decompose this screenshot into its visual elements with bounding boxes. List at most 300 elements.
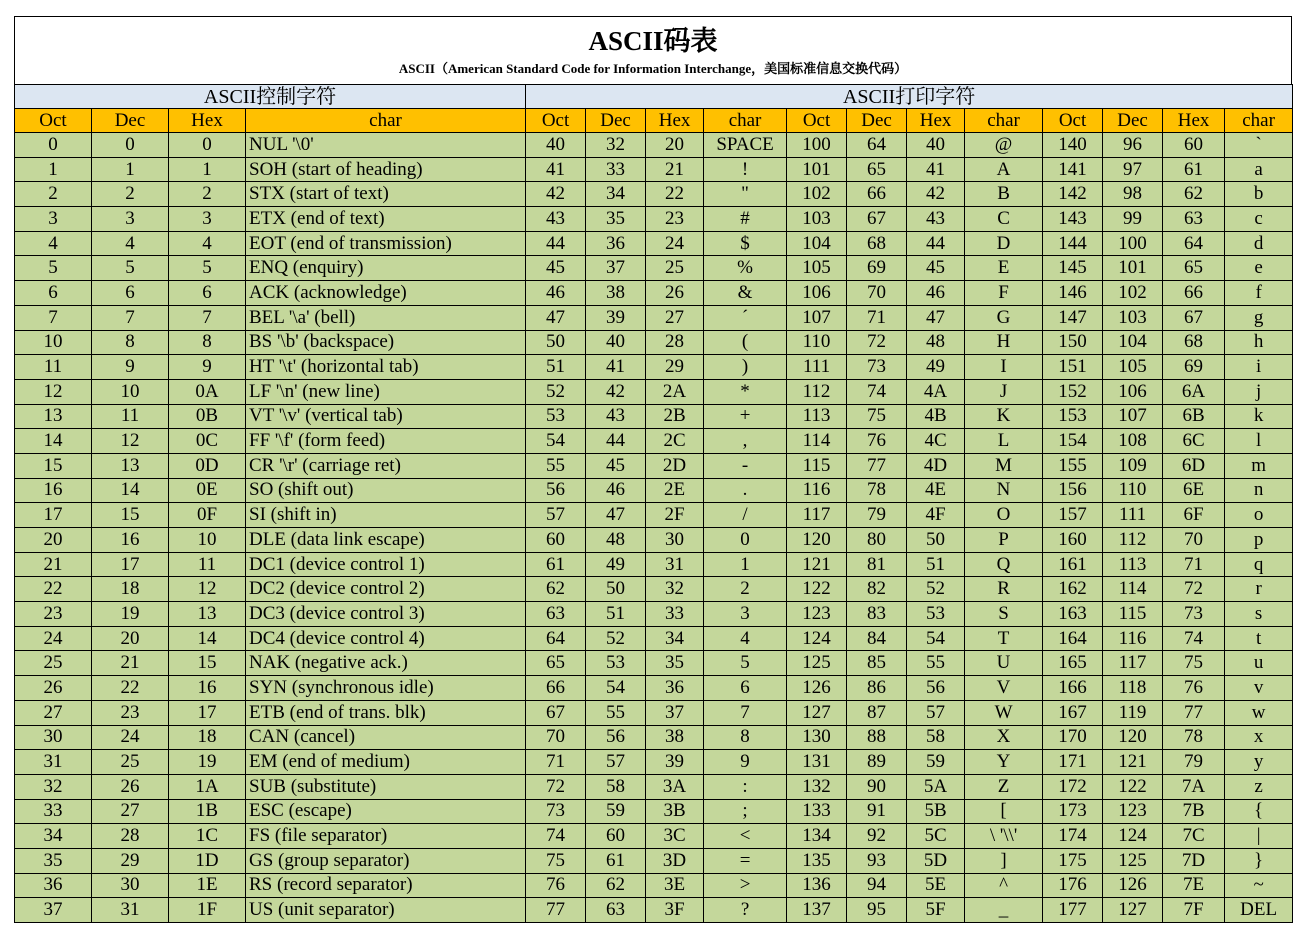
table-row xyxy=(15,750,1293,775)
cell-oct: 55 xyxy=(526,453,586,478)
cell-hex: 8 xyxy=(169,330,246,355)
cell-hex: 70 xyxy=(1163,528,1225,553)
table-row xyxy=(15,824,1293,849)
cell-oct: 50 xyxy=(526,330,586,355)
cell-hex: 6A xyxy=(1163,379,1225,404)
cell-hex: 9 xyxy=(169,355,246,380)
cell-hex: 2B xyxy=(646,404,704,429)
cell-hex: 78 xyxy=(1163,725,1225,750)
cell-char: V xyxy=(965,676,1043,701)
cell-dec: 15 xyxy=(92,503,169,528)
cell-hex: 5C xyxy=(907,824,965,849)
cell-char: ACK (acknowledge) xyxy=(246,281,526,306)
cell-dec: 60 xyxy=(586,824,646,849)
cell-hex: 72 xyxy=(1163,577,1225,602)
cell-dec: 2 xyxy=(92,182,169,207)
cell-oct: 12 xyxy=(15,379,92,404)
column-header-row xyxy=(15,109,1293,133)
cell-hex: 3F xyxy=(646,898,704,923)
cell-char: k xyxy=(1225,404,1293,429)
table-row xyxy=(15,528,1293,553)
cell-dec: 95 xyxy=(847,898,907,923)
cell-char: _ xyxy=(965,898,1043,923)
cell-char: w xyxy=(1225,700,1293,725)
table-row xyxy=(15,873,1293,898)
cell-hex: 49 xyxy=(907,355,965,380)
cell-hex: 3A xyxy=(646,774,704,799)
cell-dec: 77 xyxy=(847,453,907,478)
cell-dec: 29 xyxy=(92,848,169,873)
cell-oct: 31 xyxy=(15,750,92,775)
cell-oct: 150 xyxy=(1043,330,1103,355)
cell-oct: 172 xyxy=(1043,774,1103,799)
table-row xyxy=(15,133,1293,158)
cell-char: EM (end of medium) xyxy=(246,750,526,775)
cell-hex: 16 xyxy=(169,676,246,701)
cell-dec: 6 xyxy=(92,281,169,306)
cell-oct: 165 xyxy=(1043,651,1103,676)
cell-char: , xyxy=(704,429,787,454)
cell-oct: 47 xyxy=(526,305,586,330)
cell-dec: 59 xyxy=(586,799,646,824)
cell-dec: 92 xyxy=(847,824,907,849)
cell-oct: 164 xyxy=(1043,626,1103,651)
cell-char: . xyxy=(704,478,787,503)
cell-hex: 1C xyxy=(169,824,246,849)
cell-oct: 137 xyxy=(787,898,847,923)
cell-oct: 167 xyxy=(1043,700,1103,725)
cell-hex: 4A xyxy=(907,379,965,404)
cell-char: 4 xyxy=(704,626,787,651)
cell-hex: 6F xyxy=(1163,503,1225,528)
cell-char: x xyxy=(1225,725,1293,750)
cell-oct: 41 xyxy=(526,157,586,182)
cell-hex: 3C xyxy=(646,824,704,849)
cell-dec: 5 xyxy=(92,256,169,281)
cell-char: J xyxy=(965,379,1043,404)
cell-oct: 75 xyxy=(526,848,586,873)
cell-dec: 115 xyxy=(1103,602,1163,627)
cell-dec: 73 xyxy=(847,355,907,380)
cell-oct: 135 xyxy=(787,848,847,873)
cell-oct: 116 xyxy=(787,478,847,503)
cell-hex: 67 xyxy=(1163,305,1225,330)
cell-oct: 76 xyxy=(526,873,586,898)
cell-char: Y xyxy=(965,750,1043,775)
cell-hex: 26 xyxy=(646,281,704,306)
cell-char: SUB (substitute) xyxy=(246,774,526,799)
cell-hex: 74 xyxy=(1163,626,1225,651)
cell-char: DC1 (device control 1) xyxy=(246,552,526,577)
cell-char: HT '\t' (horizontal tab) xyxy=(246,355,526,380)
cell-oct: 177 xyxy=(1043,898,1103,923)
cell-hex: 55 xyxy=(907,651,965,676)
cell-oct: 66 xyxy=(526,676,586,701)
cell-hex: 77 xyxy=(1163,700,1225,725)
cell-char: D xyxy=(965,231,1043,256)
cell-hex: 5A xyxy=(907,774,965,799)
column-header-hex: Hex xyxy=(646,109,704,133)
cell-hex: 0B xyxy=(169,404,246,429)
cell-hex: 76 xyxy=(1163,676,1225,701)
cell-char: ; xyxy=(704,799,787,824)
cell-dec: 74 xyxy=(847,379,907,404)
cell-hex: 18 xyxy=(169,725,246,750)
cell-hex: 31 xyxy=(646,552,704,577)
cell-hex: 73 xyxy=(1163,602,1225,627)
cell-dec: 65 xyxy=(847,157,907,182)
table-row xyxy=(15,552,1293,577)
cell-dec: 118 xyxy=(1103,676,1163,701)
cell-oct: 171 xyxy=(1043,750,1103,775)
cell-dec: 107 xyxy=(1103,404,1163,429)
cell-char: { xyxy=(1225,799,1293,824)
cell-oct: 110 xyxy=(787,330,847,355)
cell-hex: 23 xyxy=(646,207,704,232)
cell-hex: 41 xyxy=(907,157,965,182)
cell-dec: 127 xyxy=(1103,898,1163,923)
cell-oct: 141 xyxy=(1043,157,1103,182)
cell-dec: 44 xyxy=(586,429,646,454)
cell-dec: 46 xyxy=(586,478,646,503)
cell-oct: 120 xyxy=(787,528,847,553)
cell-oct: 51 xyxy=(526,355,586,380)
cell-hex: 1B xyxy=(169,799,246,824)
cell-dec: 100 xyxy=(1103,231,1163,256)
cell-char: US (unit separator) xyxy=(246,898,526,923)
cell-dec: 69 xyxy=(847,256,907,281)
cell-oct: 53 xyxy=(526,404,586,429)
table-row xyxy=(15,182,1293,207)
cell-char: U xyxy=(965,651,1043,676)
cell-char: # xyxy=(704,207,787,232)
cell-char: ´ xyxy=(704,305,787,330)
table-body xyxy=(15,133,1293,923)
cell-dec: 75 xyxy=(847,404,907,429)
cell-oct: 0 xyxy=(15,133,92,158)
cell-char: g xyxy=(1225,305,1293,330)
cell-oct: 163 xyxy=(1043,602,1103,627)
cell-char: + xyxy=(704,404,787,429)
cell-char: G xyxy=(965,305,1043,330)
cell-oct: 44 xyxy=(526,231,586,256)
cell-hex: 65 xyxy=(1163,256,1225,281)
cell-hex: 7B xyxy=(1163,799,1225,824)
cell-dec: 117 xyxy=(1103,651,1163,676)
cell-hex: 44 xyxy=(907,231,965,256)
cell-dec: 67 xyxy=(847,207,907,232)
table-row xyxy=(15,231,1293,256)
cell-dec: 16 xyxy=(92,528,169,553)
cell-char: 0 xyxy=(704,528,787,553)
column-header-dec: Dec xyxy=(1103,109,1163,133)
cell-char: SPACE xyxy=(704,133,787,158)
cell-oct: 54 xyxy=(526,429,586,454)
cell-dec: 125 xyxy=(1103,848,1163,873)
cell-hex: 32 xyxy=(646,577,704,602)
cell-oct: 105 xyxy=(787,256,847,281)
cell-oct: 147 xyxy=(1043,305,1103,330)
cell-hex: 51 xyxy=(907,552,965,577)
cell-oct: 43 xyxy=(526,207,586,232)
cell-oct: 3 xyxy=(15,207,92,232)
cell-oct: 166 xyxy=(1043,676,1103,701)
cell-oct: 25 xyxy=(15,651,92,676)
cell-char: FS (file separator) xyxy=(246,824,526,849)
cell-dec: 34 xyxy=(586,182,646,207)
cell-oct: 57 xyxy=(526,503,586,528)
cell-dec: 120 xyxy=(1103,725,1163,750)
cell-oct: 33 xyxy=(15,799,92,824)
cell-hex: 46 xyxy=(907,281,965,306)
cell-dec: 35 xyxy=(586,207,646,232)
cell-hex: 28 xyxy=(646,330,704,355)
cell-oct: 2 xyxy=(15,182,92,207)
cell-char: d xyxy=(1225,231,1293,256)
cell-oct: 46 xyxy=(526,281,586,306)
cell-dec: 58 xyxy=(586,774,646,799)
cell-char: O xyxy=(965,503,1043,528)
cell-oct: 77 xyxy=(526,898,586,923)
cell-char: u xyxy=(1225,651,1293,676)
column-header-dec: Dec xyxy=(586,109,646,133)
cell-char: NAK (negative ack.) xyxy=(246,651,526,676)
cell-char: | xyxy=(1225,824,1293,849)
cell-char: l xyxy=(1225,429,1293,454)
cell-oct: 176 xyxy=(1043,873,1103,898)
cell-char: 3 xyxy=(704,602,787,627)
cell-dec: 101 xyxy=(1103,256,1163,281)
cell-oct: 23 xyxy=(15,602,92,627)
cell-char: B xyxy=(965,182,1043,207)
cell-dec: 110 xyxy=(1103,478,1163,503)
cell-hex: 30 xyxy=(646,528,704,553)
cell-dec: 86 xyxy=(847,676,907,701)
cell-hex: 59 xyxy=(907,750,965,775)
cell-oct: 121 xyxy=(787,552,847,577)
cell-char: LF '\n' (new line) xyxy=(246,379,526,404)
cell-hex: 33 xyxy=(646,602,704,627)
cell-hex: 75 xyxy=(1163,651,1225,676)
cell-char: Z xyxy=(965,774,1043,799)
cell-oct: 161 xyxy=(1043,552,1103,577)
cell-char: t xyxy=(1225,626,1293,651)
table-row xyxy=(15,478,1293,503)
cell-char: a xyxy=(1225,157,1293,182)
cell-char: P xyxy=(965,528,1043,553)
cell-dec: 41 xyxy=(586,355,646,380)
cell-char: / xyxy=(704,503,787,528)
cell-dec: 62 xyxy=(586,873,646,898)
cell-oct: 153 xyxy=(1043,404,1103,429)
cell-hex: 68 xyxy=(1163,330,1225,355)
table-row xyxy=(15,503,1293,528)
cell-char: q xyxy=(1225,552,1293,577)
cell-dec: 1 xyxy=(92,157,169,182)
cell-dec: 124 xyxy=(1103,824,1163,849)
cell-dec: 78 xyxy=(847,478,907,503)
cell-dec: 14 xyxy=(92,478,169,503)
cell-char: F xyxy=(965,281,1043,306)
cell-hex: 71 xyxy=(1163,552,1225,577)
table-row xyxy=(15,305,1293,330)
cell-char: BS '\b' (backspace) xyxy=(246,330,526,355)
cell-oct: 115 xyxy=(787,453,847,478)
cell-dec: 38 xyxy=(586,281,646,306)
cell-oct: 16 xyxy=(15,478,92,503)
cell-oct: 27 xyxy=(15,700,92,725)
cell-oct: 170 xyxy=(1043,725,1103,750)
cell-char: 9 xyxy=(704,750,787,775)
column-header-char: char xyxy=(1225,109,1293,133)
cell-char: I xyxy=(965,355,1043,380)
cell-oct: 52 xyxy=(526,379,586,404)
cell-hex: 7F xyxy=(1163,898,1225,923)
cell-dec: 33 xyxy=(586,157,646,182)
table-row xyxy=(15,429,1293,454)
cell-hex: 64 xyxy=(1163,231,1225,256)
cell-oct: 113 xyxy=(787,404,847,429)
cell-char: n xyxy=(1225,478,1293,503)
cell-dec: 88 xyxy=(847,725,907,750)
cell-char: * xyxy=(704,379,787,404)
page-title: ASCII码表 xyxy=(588,26,718,56)
cell-dec: 11 xyxy=(92,404,169,429)
cell-dec: 123 xyxy=(1103,799,1163,824)
cell-hex: 7D xyxy=(1163,848,1225,873)
table-row xyxy=(15,404,1293,429)
cell-dec: 66 xyxy=(847,182,907,207)
cell-dec: 97 xyxy=(1103,157,1163,182)
cell-char: DLE (data link escape) xyxy=(246,528,526,553)
cell-oct: 126 xyxy=(787,676,847,701)
table-row xyxy=(15,799,1293,824)
column-header-oct: Oct xyxy=(787,109,847,133)
table-row xyxy=(15,848,1293,873)
cell-char: z xyxy=(1225,774,1293,799)
table-row xyxy=(15,157,1293,182)
cell-char: 1 xyxy=(704,552,787,577)
cell-dec: 10 xyxy=(92,379,169,404)
cell-oct: 6 xyxy=(15,281,92,306)
cell-oct: 106 xyxy=(787,281,847,306)
cell-oct: 4 xyxy=(15,231,92,256)
cell-oct: 73 xyxy=(526,799,586,824)
table-row xyxy=(15,774,1293,799)
cell-char: $ xyxy=(704,231,787,256)
cell-dec: 45 xyxy=(586,453,646,478)
cell-dec: 0 xyxy=(92,133,169,158)
table-row xyxy=(15,453,1293,478)
cell-dec: 22 xyxy=(92,676,169,701)
cell-hex: 25 xyxy=(646,256,704,281)
cell-hex: 47 xyxy=(907,305,965,330)
cell-hex: 0E xyxy=(169,478,246,503)
cell-oct: 125 xyxy=(787,651,847,676)
cell-dec: 104 xyxy=(1103,330,1163,355)
cell-hex: 5D xyxy=(907,848,965,873)
cell-char: VT '\v' (vertical tab) xyxy=(246,404,526,429)
cell-char: M xyxy=(965,453,1043,478)
cell-dec: 19 xyxy=(92,602,169,627)
cell-dec: 8 xyxy=(92,330,169,355)
cell-dec: 64 xyxy=(847,133,907,158)
cell-char: - xyxy=(704,453,787,478)
cell-oct: 154 xyxy=(1043,429,1103,454)
table-row xyxy=(15,577,1293,602)
table-row xyxy=(15,355,1293,380)
cell-dec: 105 xyxy=(1103,355,1163,380)
cell-oct: 21 xyxy=(15,552,92,577)
cell-dec: 12 xyxy=(92,429,169,454)
cell-char: ? xyxy=(704,898,787,923)
cell-oct: 134 xyxy=(787,824,847,849)
table-row xyxy=(15,256,1293,281)
table-row xyxy=(15,281,1293,306)
cell-oct: 160 xyxy=(1043,528,1103,553)
cell-hex: 4C xyxy=(907,429,965,454)
cell-dec: 72 xyxy=(847,330,907,355)
cell-char: H xyxy=(965,330,1043,355)
cell-hex: 17 xyxy=(169,700,246,725)
ascii-sheet xyxy=(14,16,1292,923)
cell-hex: 50 xyxy=(907,528,965,553)
cell-hex: 5F xyxy=(907,898,965,923)
column-header-char: char xyxy=(704,109,787,133)
cell-char: ~ xyxy=(1225,873,1293,898)
cell-hex: 54 xyxy=(907,626,965,651)
cell-char: p xyxy=(1225,528,1293,553)
cell-oct: 104 xyxy=(787,231,847,256)
cell-dec: 30 xyxy=(92,873,169,898)
cell-char: } xyxy=(1225,848,1293,873)
cell-char: FF '\f' (form feed) xyxy=(246,429,526,454)
ascii-table xyxy=(14,84,1293,923)
cell-dec: 36 xyxy=(586,231,646,256)
cell-oct: 117 xyxy=(787,503,847,528)
cell-dec: 54 xyxy=(586,676,646,701)
cell-hex: 52 xyxy=(907,577,965,602)
cell-oct: 74 xyxy=(526,824,586,849)
cell-dec: 96 xyxy=(1103,133,1163,158)
cell-dec: 109 xyxy=(1103,453,1163,478)
cell-dec: 55 xyxy=(586,700,646,725)
cell-char: h xyxy=(1225,330,1293,355)
cell-dec: 3 xyxy=(92,207,169,232)
cell-oct: 71 xyxy=(526,750,586,775)
cell-hex: 4B xyxy=(907,404,965,429)
cell-hex: 12 xyxy=(169,577,246,602)
cell-hex: 2D xyxy=(646,453,704,478)
cell-hex: 38 xyxy=(646,725,704,750)
cell-dec: 103 xyxy=(1103,305,1163,330)
cell-hex: 6B xyxy=(1163,404,1225,429)
cell-char: BEL '\a' (bell) xyxy=(246,305,526,330)
cell-dec: 94 xyxy=(847,873,907,898)
cell-char: ] xyxy=(965,848,1043,873)
cell-char: DC2 (device control 2) xyxy=(246,577,526,602)
cell-hex: 6C xyxy=(1163,429,1225,454)
cell-oct: 14 xyxy=(15,429,92,454)
cell-hex: 6D xyxy=(1163,453,1225,478)
cell-hex: 14 xyxy=(169,626,246,651)
cell-char: > xyxy=(704,873,787,898)
cell-oct: 17 xyxy=(15,503,92,528)
cell-oct: 143 xyxy=(1043,207,1103,232)
cell-hex: 66 xyxy=(1163,281,1225,306)
cell-dec: 47 xyxy=(586,503,646,528)
cell-oct: 101 xyxy=(787,157,847,182)
